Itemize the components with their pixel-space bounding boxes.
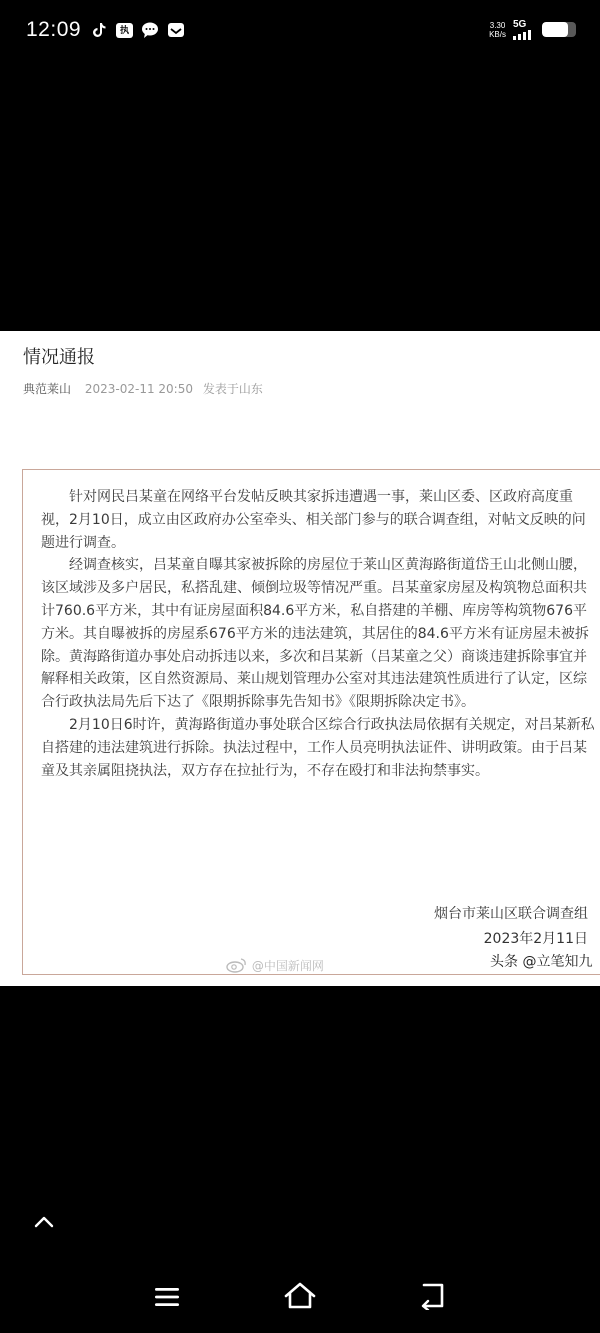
message-icon xyxy=(141,21,159,39)
battery-icon xyxy=(542,22,576,37)
status-time: 12:09 xyxy=(26,18,82,41)
news-app-icon: 执政 xyxy=(116,23,133,38)
notice-image xyxy=(22,469,600,975)
notice-signer: 烟台市莱山区联合调查组 xyxy=(434,906,588,922)
speed-unit: KB/s xyxy=(489,29,506,39)
home-icon[interactable] xyxy=(283,1281,317,1311)
notification-icons xyxy=(90,21,185,50)
notice-paragraph-3: 2月10日6时许，黄海路街道办事处联合区综合行政执法局依据有关规定，对吕某新私自搭建的违法建筑进行拆除。执法过程中，工作人员亮明执法证件、讲明政策。由于吕某童及其亲属阻挠执法，双方存在拉扯行为，不存在殴打和非法拘禁事实。 xyxy=(41,716,595,779)
weibo-icon xyxy=(226,957,248,973)
network-speed xyxy=(489,21,506,39)
back-icon[interactable] xyxy=(418,1282,448,1310)
speed-value: 3.30 xyxy=(489,20,506,30)
network-type: 5G xyxy=(513,19,527,30)
publish-location: 发表于山东 xyxy=(202,382,263,396)
notice-body xyxy=(41,486,596,782)
notice-paragraph-1: 针对网民吕某童在网络平台发帖反映其家拆违遭遇一事，莱山区委、区政府高度重视，2月10日，成立由区政府办公室牵头、相关部门参与的联合调查组，对帖文反映的问题进行调查。 xyxy=(41,489,586,551)
article-title: 情况通报 xyxy=(23,347,95,368)
tiktok-icon xyxy=(90,21,108,39)
status-bar xyxy=(0,0,600,64)
chevron-up-icon[interactable] xyxy=(34,1214,54,1228)
article-card xyxy=(0,331,600,986)
watermark xyxy=(226,957,324,974)
status-right xyxy=(489,19,576,40)
author-link[interactable]: 典范莱山 xyxy=(23,382,72,396)
signal-icon xyxy=(513,30,535,40)
mail-icon xyxy=(167,21,185,39)
notice-sign-date: 2023年2月11日 xyxy=(483,931,588,947)
menu-icon[interactable] xyxy=(154,1286,180,1308)
notice-paragraph-2: 经调查核实，吕某童自曝其家被拆除的房屋位于莱山区黄海路街道岱王山北侧山腰，该区域涉及多户居民，私搭乱建、倾倒垃圾等情况严重。吕某童家房屋及构筑物总面积共计760.6平方米，其中有证房屋面积84.6平方米，私自搭建的羊棚、库房等构筑物676平方米。其自曝被拆的房屋系676平方米的违法建筑，其居住的84.6平方米有证房屋未被拆除。黄海路街道办事处启动拆违以来，多次和吕某新（吕某童之父）商谈违建拆除事宜并解释相关政策，区自然资源局、莱山规划管理办公室对其违法建筑性质进行了认定，区综合行政执法局先后下达了《限期拆除事先告知书》《限期拆除决定书》。 xyxy=(41,557,589,711)
network-indicator xyxy=(513,19,535,40)
watermark-text: @中国新闻网 xyxy=(251,959,324,973)
article-meta xyxy=(23,380,263,397)
toutiao-watermark: 头条 @立笔知九 xyxy=(490,954,593,970)
battery-fill xyxy=(542,22,568,37)
publish-datetime: 2023-02-11 20:50 xyxy=(84,382,193,396)
